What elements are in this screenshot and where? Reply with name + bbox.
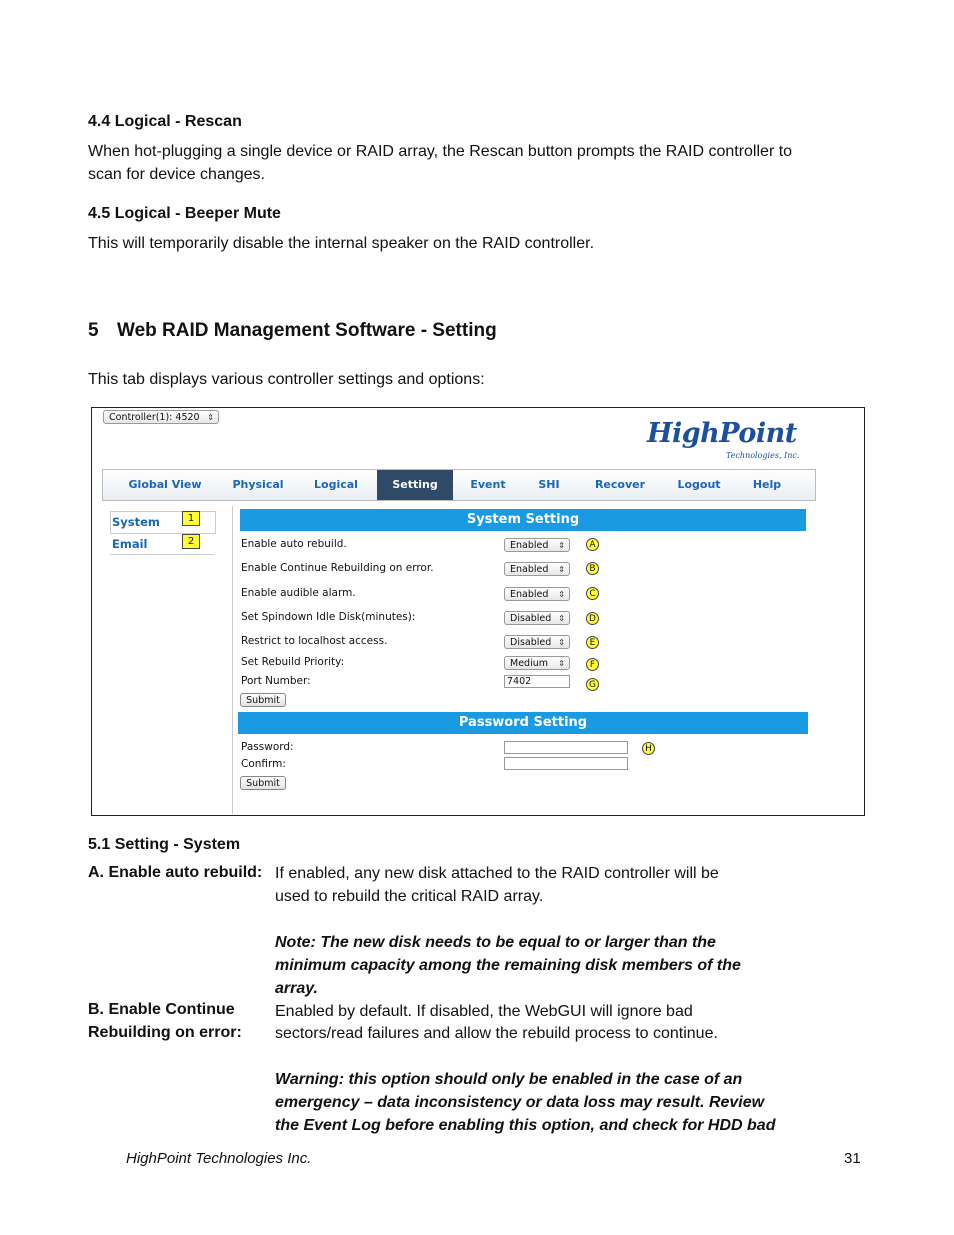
item-b-warning-line2: emergency – data inconsistency or data loss may result. Review bbox=[275, 1094, 765, 1111]
auto-rebuild-value: Enabled bbox=[510, 540, 549, 551]
select-arrows-icon: ⇕ bbox=[558, 541, 565, 550]
password-label: Password: bbox=[241, 741, 294, 753]
localhost-select[interactable] bbox=[504, 635, 570, 649]
marker-f: F bbox=[586, 658, 599, 671]
tab-logout[interactable]: Logout bbox=[677, 478, 721, 491]
setting-label-auto-rebuild: Enable auto rebuild. bbox=[241, 538, 347, 550]
controller-select[interactable] bbox=[103, 410, 219, 424]
item-a-note-line2: minimum capacity among the remaining disk members of the bbox=[275, 957, 741, 974]
item-b-body-line2: sectors/read failures and allow the rebuild process to continue. bbox=[275, 1025, 718, 1042]
password-setting-header: Password Setting bbox=[238, 712, 808, 734]
highpoint-logo-subtitle: Technologies, Inc. bbox=[726, 451, 800, 460]
tab-logical[interactable]: Logical bbox=[314, 478, 358, 491]
marker-b: B bbox=[586, 562, 599, 575]
port-number-input[interactable]: 7402 bbox=[504, 675, 570, 688]
section-4-4-body-line2: scan for device changes. bbox=[88, 166, 265, 183]
password-submit-button[interactable]: Submit bbox=[240, 776, 286, 790]
sidebar-item-email[interactable]: Email bbox=[112, 537, 148, 551]
tab-global-view[interactable]: Global View bbox=[128, 478, 202, 491]
marker-a: A bbox=[586, 538, 599, 551]
item-b-label-line1: B. Enable Continue bbox=[88, 1001, 235, 1018]
rebuild-priority-value: Medium bbox=[510, 658, 548, 669]
section-5-intro: This tab displays various controller settings and options: bbox=[88, 371, 485, 388]
setting-label-port-number: Port Number: bbox=[241, 675, 311, 687]
item-a-body-line1: If enabled, any new disk attached to the RAID controller will be bbox=[275, 865, 719, 882]
item-b-body-line1: Enabled by default. If disabled, the WebGUI will ignore bad bbox=[275, 1003, 693, 1020]
section-5-1-title: 5.1 Setting - System bbox=[88, 836, 241, 853]
system-setting-header: System Setting bbox=[240, 509, 806, 531]
item-a-label: A. Enable auto rebuild: bbox=[88, 864, 263, 881]
setting-label-spindown: Set Spindown Idle Disk(minutes): bbox=[241, 611, 416, 623]
footer-page-number: 31 bbox=[844, 1150, 861, 1167]
sidebar-separator bbox=[110, 554, 214, 555]
continue-rebuilding-select[interactable] bbox=[504, 562, 570, 576]
marker-h: H bbox=[642, 742, 655, 755]
marker-c: C bbox=[586, 587, 599, 600]
section-5-title: Web RAID Management Software - Setting bbox=[117, 320, 497, 341]
footer-company: HighPoint Technologies Inc. bbox=[126, 1150, 312, 1167]
main-tab-bar bbox=[102, 469, 816, 501]
audible-alarm-value: Enabled bbox=[510, 589, 549, 600]
section-4-4-title: 4.4 Logical - Rescan bbox=[88, 113, 242, 130]
select-arrows-icon: ⇕ bbox=[558, 614, 565, 623]
item-b-label-line2: Rebuilding on error: bbox=[88, 1024, 242, 1041]
item-a-note-line1: Note: The new disk needs to be equal to or larger than the bbox=[275, 934, 716, 951]
select-arrows-icon: ⇕ bbox=[207, 413, 214, 422]
select-arrows-icon: ⇕ bbox=[558, 638, 565, 647]
tab-physical[interactable]: Physical bbox=[232, 478, 284, 491]
setting-label-audible-alarm: Enable audible alarm. bbox=[241, 587, 356, 599]
setting-label-localhost: Restrict to localhost access. bbox=[241, 635, 388, 647]
password-input[interactable] bbox=[504, 741, 628, 754]
confirm-input[interactable] bbox=[504, 757, 628, 770]
select-arrows-icon: ⇕ bbox=[558, 590, 565, 599]
section-5-number: 5 bbox=[88, 320, 99, 341]
confirm-label: Confirm: bbox=[241, 758, 286, 770]
spindown-value: Disabled bbox=[510, 613, 552, 624]
tab-shi[interactable]: SHI bbox=[538, 478, 560, 491]
marker-2: 2 bbox=[182, 534, 200, 549]
spindown-select[interactable] bbox=[504, 611, 570, 625]
setting-label-rebuild-priority: Set Rebuild Priority: bbox=[241, 656, 345, 668]
item-b-warning-line1: Warning: this option should only be enabled in the case of an bbox=[275, 1071, 743, 1088]
system-submit-button[interactable]: Submit bbox=[240, 693, 286, 707]
section-4-5-title: 4.5 Logical - Beeper Mute bbox=[88, 205, 281, 222]
setting-label-continue-rebuilding: Enable Continue Rebuilding on error. bbox=[241, 562, 434, 574]
localhost-value: Disabled bbox=[510, 637, 552, 648]
rebuild-priority-select[interactable] bbox=[504, 656, 570, 670]
item-a-note-line3: array. bbox=[275, 980, 318, 997]
highpoint-logo: HighPoint bbox=[647, 418, 797, 449]
sidebar-item-system[interactable]: System bbox=[112, 515, 160, 529]
tab-recover[interactable]: Recover bbox=[594, 478, 646, 491]
webgui-screenshot bbox=[91, 407, 865, 816]
tab-help[interactable]: Help bbox=[752, 478, 782, 491]
audible-alarm-select[interactable] bbox=[504, 587, 570, 601]
continue-rebuilding-value: Enabled bbox=[510, 564, 549, 575]
tab-event[interactable]: Event bbox=[470, 478, 506, 491]
section-4-4-body-line1: When hot-plugging a single device or RAID array, the Rescan button prompts the RAID controller to bbox=[88, 143, 793, 160]
section-4-5-body: This will temporarily disable the internal speaker on the RAID controller. bbox=[88, 235, 595, 252]
tab-setting[interactable]: Setting bbox=[377, 470, 453, 500]
sidebar-divider bbox=[232, 506, 233, 814]
marker-d: D bbox=[586, 612, 599, 625]
item-b-warning-line3: the Event Log before enabling this option, and check for HDD bad bbox=[275, 1117, 776, 1134]
select-arrows-icon: ⇕ bbox=[558, 659, 565, 668]
select-arrows-icon: ⇕ bbox=[558, 565, 565, 574]
item-a-body-line2: used to rebuild the critical RAID array. bbox=[275, 888, 544, 905]
auto-rebuild-select[interactable] bbox=[504, 538, 570, 552]
marker-1: 1 bbox=[182, 511, 200, 526]
controller-select-value: Controller(1): 4520 bbox=[109, 412, 200, 423]
marker-e: E bbox=[586, 636, 599, 649]
marker-g: G bbox=[586, 678, 599, 691]
